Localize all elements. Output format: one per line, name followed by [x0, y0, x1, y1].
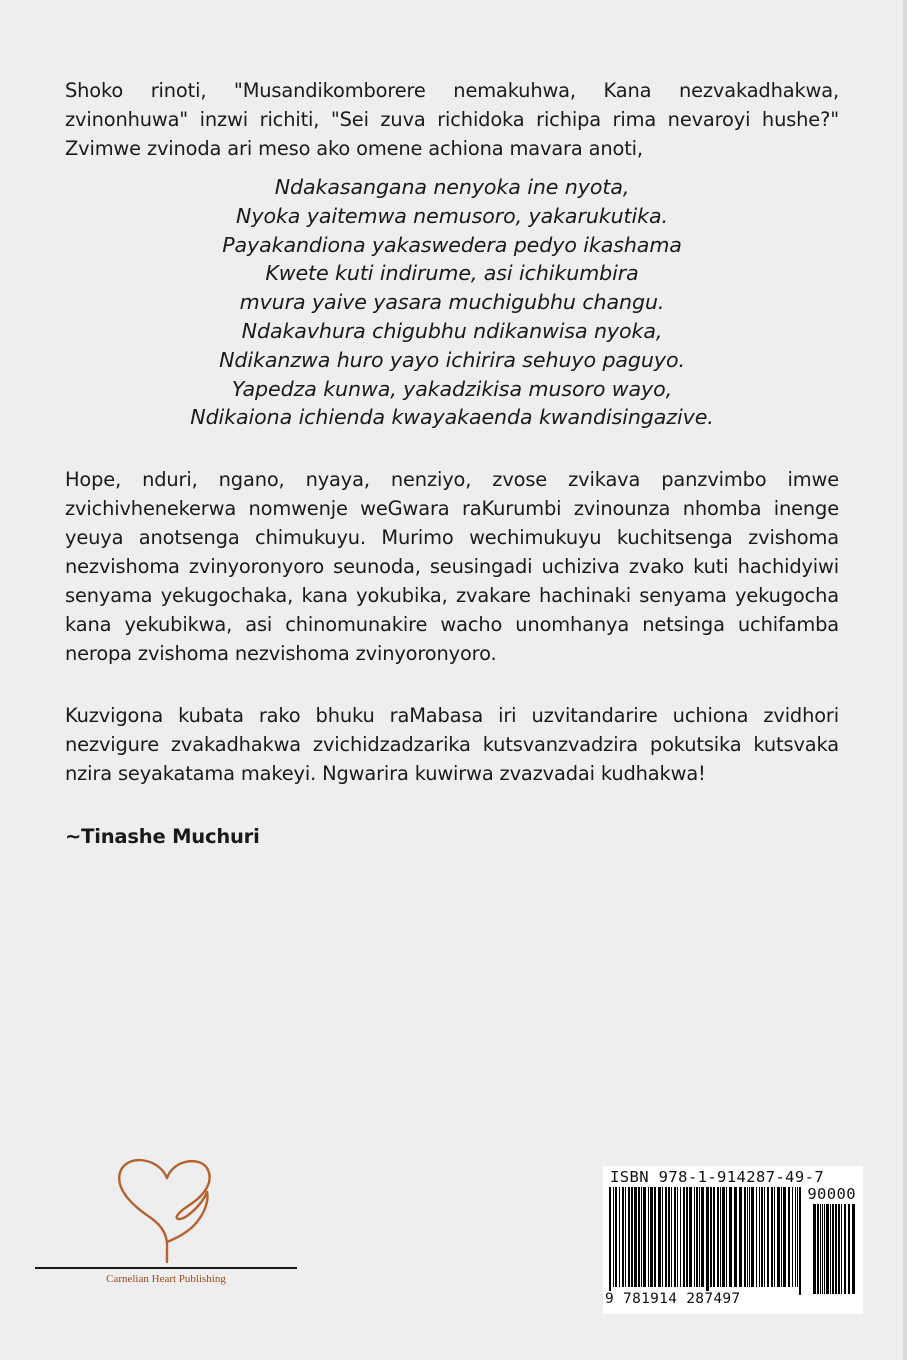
barcode-bar [792, 1187, 793, 1287]
barcode-bar [641, 1187, 642, 1287]
barcode-bar [795, 1187, 796, 1287]
author-signature: ~Tinashe Muchuri [65, 825, 260, 849]
barcode-bar [699, 1187, 700, 1287]
barcode-bar [848, 1204, 850, 1294]
poem-line: Payakandiona yakaswedera pedyo ikashama [222, 232, 682, 257]
barcode-bar [764, 1187, 765, 1287]
barcode-bar [813, 1204, 816, 1294]
barcode-bar [720, 1187, 721, 1287]
barcode-bar [788, 1187, 790, 1287]
poem-line: mvura yaive yasara muchigubhu changu. [239, 290, 665, 315]
barcode-bar [835, 1204, 837, 1294]
barcode-bar [774, 1187, 775, 1287]
barcode-bar [674, 1187, 676, 1287]
barcode-bar [631, 1187, 633, 1287]
isbn-label: ISBN 978-1-914287-49-7 [610, 1168, 825, 1186]
barcode-bar [658, 1187, 661, 1287]
barcode-bar [662, 1187, 663, 1287]
barcode-bar [756, 1187, 757, 1287]
barcode-bar [841, 1204, 842, 1294]
poem-line: Ndakavhura chigubhu ndikanwisa nyoka, [241, 318, 663, 343]
barcode-bar [739, 1187, 742, 1287]
barcode-bar [694, 1187, 695, 1287]
barcode-bar [830, 1204, 831, 1294]
barcode-bar [717, 1187, 719, 1287]
barcode-bar [824, 1204, 825, 1294]
back-cover-text [65, 76, 839, 848]
barcode-bar [680, 1187, 681, 1287]
barcode-bar [783, 1187, 786, 1287]
barcode-bar [820, 1204, 821, 1294]
poem-line: Ndikanzwa huro yayo ichirira sehuyo paguyo. [219, 347, 685, 372]
barcode-bar [852, 1204, 855, 1294]
ean-digits: 9 781914 287497 [605, 1291, 741, 1307]
intro-paragraph: Shoko rinoti, "Musandikomborere nemakuhwa, Kana nezvakadhakwa, zvinonhuwa" inzwi richiti, "Sei zuva richidoka richipa rima nevaroyi hushe?" Zvimwe zvinoda ari meso ako omene achiona mavara anoti, [65, 79, 839, 160]
barcode-bar [729, 1187, 732, 1287]
barcode-bar [781, 1187, 782, 1287]
isbn-barcode [603, 1166, 863, 1314]
poem-line: Nyoka yaitemwa nemusoro, yakarukutika. [236, 203, 668, 228]
barcode-bar [619, 1187, 620, 1287]
barcode-bar [609, 1187, 611, 1295]
barcode-bar [643, 1187, 646, 1287]
barcode-bar [761, 1187, 763, 1287]
barcode-bar [817, 1204, 819, 1294]
poem-line: Yapedza kunwa, yakadzikisa musoro wayo, [231, 376, 673, 401]
barcode-bar [744, 1187, 746, 1287]
page-edge [903, 0, 907, 1360]
barcode-bar [689, 1187, 692, 1287]
poem-line: Kwete kuti indirume, asi ichikumbira [265, 261, 639, 286]
logo-divider [35, 1267, 297, 1269]
barcode-bar [822, 1204, 823, 1294]
barcode-bar [634, 1187, 637, 1287]
barcode-bar [726, 1187, 727, 1287]
barcode-bar [654, 1187, 656, 1287]
barcode-bar [771, 1187, 773, 1287]
barcode-bar [722, 1187, 725, 1287]
barcode-bar [615, 1187, 617, 1287]
barcode-bar [701, 1187, 704, 1287]
barcode-bar [628, 1187, 630, 1287]
barcode-bar [767, 1187, 769, 1287]
barcode-bar [832, 1204, 834, 1294]
barcode-bar [751, 1187, 754, 1287]
barcode-bar [668, 1187, 670, 1287]
barcode-bar [749, 1187, 750, 1287]
poem-line: Ndikaiona ichienda kwayakaenda kwandisingazive. [190, 405, 714, 430]
barcode-bar [838, 1204, 840, 1294]
barcode-bar [710, 1187, 712, 1287]
publisher-name: Carnelian Heart Publishing [106, 1273, 226, 1285]
poem [65, 173, 839, 432]
barcode-bar [686, 1187, 688, 1287]
barcode-bar [671, 1187, 672, 1287]
barcode-bar [650, 1187, 653, 1287]
price-code: 90000 [807, 1185, 856, 1203]
barcode-bar [713, 1187, 715, 1287]
barcode-bar [797, 1187, 798, 1287]
barcode-bar [638, 1187, 640, 1287]
barcode-bar [844, 1204, 846, 1294]
body-paragraph-3: Kuzvigona kubata rako bhuku raMabasa iri uzvitandarire uchiona zvidhori nezvigure zvakadhakwa zvichidzadzarika kutsvanzvadzira pokutsika kutsvaka nzira seyakatama makeyi. Ngwarira kuwirwa zvazvadai kudhakwa! [65, 704, 839, 786]
barcode-bar [665, 1187, 667, 1287]
barcode-bar [799, 1187, 801, 1295]
barcode-bar [777, 1187, 780, 1287]
publisher-logo [35, 1150, 297, 1290]
poem-line: Ndakasangana nenyoka ine nyota, [274, 175, 630, 199]
barcode-bar [622, 1187, 624, 1287]
barcode-bar [747, 1187, 748, 1287]
barcode-bar [706, 1187, 709, 1295]
barcode-bar [683, 1187, 685, 1287]
barcode-bar [734, 1187, 737, 1287]
body-paragraph-2: Hope, nduri, ngano, nyaya, nenziyo, zvose zvikava panzvimbo imwe zvichivhenekerwa nomwenje weGwara raKurumbi zvinounza nhomba inenge yeuya anotsenga chimukuyu. Murimo wechimukuyu kuchitsenga zvishoma nezvishoma zvinyoronyoro seunoda, seusingadi uchiziva zvako kuti hachidyiwi senyama yekugochaka, kana yokubika, zvakare hachinaki senyama yekugocha kana yekubikwa, asi chinomunakire wacho unomhanya netsinga uchifamba neropa zvishoma nezvishoma zvinyoronyoro. [65, 468, 839, 666]
barcode-bar [625, 1187, 626, 1287]
barcode-bar [677, 1187, 678, 1287]
heart-hand-icon [107, 1150, 227, 1265]
barcode-bar [826, 1204, 829, 1294]
barcode-bar [613, 1187, 614, 1287]
barcode-bar [648, 1187, 649, 1287]
barcode-bar [696, 1187, 698, 1287]
barcode-bar [759, 1187, 760, 1287]
